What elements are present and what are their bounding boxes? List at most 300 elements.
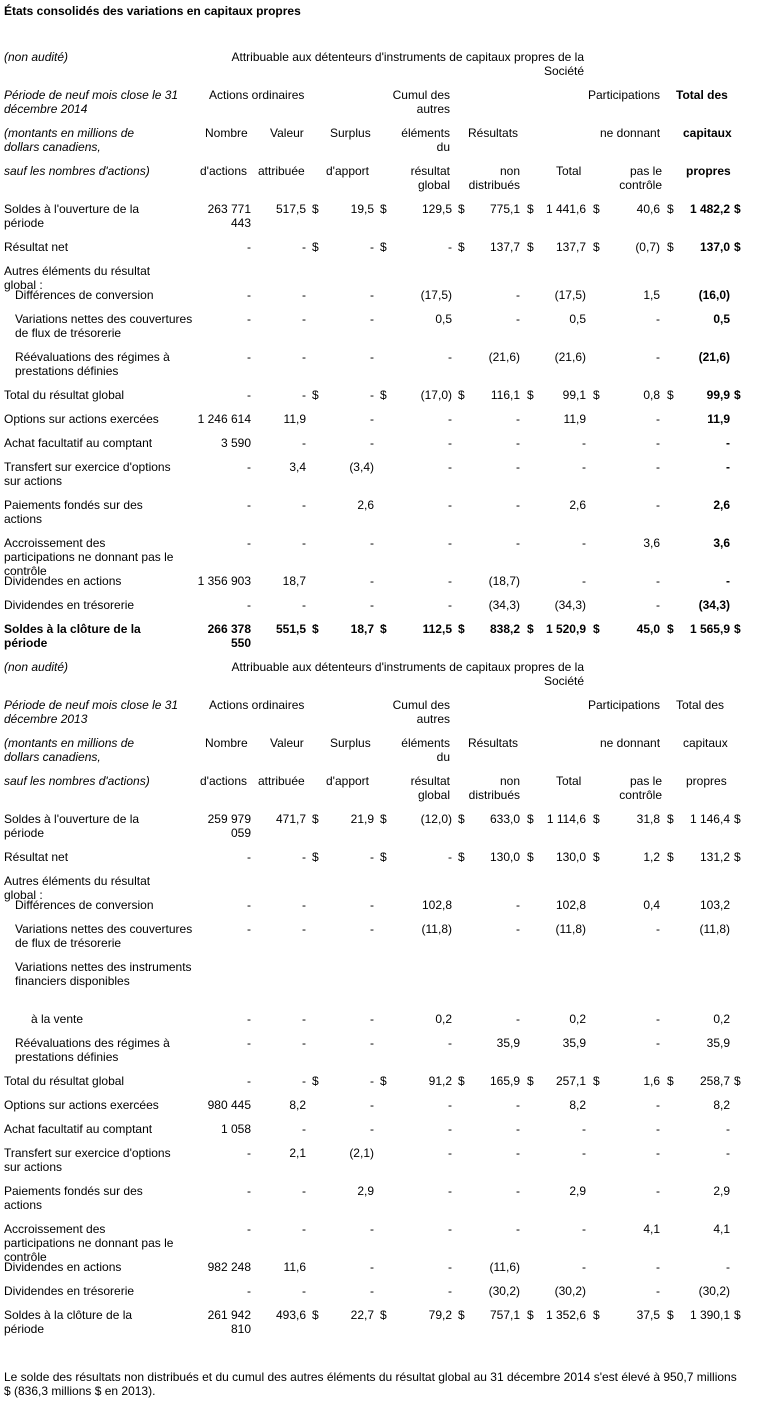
table-cell: 0,5 [569,312,586,326]
header-attribuee: attribuée [258,774,305,788]
table-cell: 1 441,6 [545,202,586,216]
table-cell: - [302,1222,306,1236]
table-cell: - [247,1074,251,1088]
table-cell: - [302,498,306,512]
table-cell: 1 565,9 [689,622,730,636]
table-cell: 1 482,2 [689,202,730,216]
page-title: États consolidés des variations en capitaux propres [4,4,301,18]
attributable-header: Attribuable aux détenteurs d'instruments de capitaux propres de la Société [231,50,584,78]
table-cell: (30,2) [698,1284,730,1298]
table-cell: - [370,1098,374,1112]
table-cell: - [656,1122,660,1136]
table-cell: - [656,1146,660,1160]
table-cell: - [370,288,374,302]
table-cell: - [370,850,374,864]
table-cell: 79,2 [428,1308,452,1322]
row-label: Réévaluations des régimes à prestations définies [15,350,170,378]
table-cell: 259 979 059 [207,812,251,840]
table-cell: - [370,1284,374,1298]
currency-symbol: $ [527,850,534,864]
table-cell: - [448,1260,452,1274]
table-cell: - [516,436,520,450]
table-cell: - [656,412,660,426]
table-cell: 19,5 [350,202,374,216]
currency-symbol: $ [458,202,465,216]
table-cell: - [726,1122,730,1136]
table-cell: - [656,312,660,326]
table-cell: - [370,1260,374,1274]
table-cell: 0,5 [713,312,730,326]
table-cell: - [370,240,374,254]
row-label: Transfert sur exercice d'options sur actions [4,1146,171,1174]
header-pas-le-controle: pas le contrôle [619,774,662,802]
currency-symbol: $ [734,388,741,402]
table-cell: (3,4) [349,460,374,474]
table-cell: 471,7 [275,812,306,826]
table-cell: 91,2 [428,1074,452,1088]
table-cell: - [656,498,660,512]
row-label: Total du résultat global [4,1074,125,1088]
table-cell: - [516,412,520,426]
table-cell: 1 246 614 [197,412,251,426]
table-cell: 0,8 [643,388,660,402]
header-propres: propres [686,164,731,178]
table-cell: - [582,1222,586,1236]
header-surplus: Surplus [330,126,371,140]
table-cell: - [370,922,374,936]
table-cell: - [370,1012,374,1026]
table-cell: - [656,1036,660,1050]
table-cell: 102,8 [421,898,452,912]
currency-symbol: $ [380,1308,387,1322]
table-cell: (18,7) [488,574,520,588]
currency-symbol: $ [667,240,674,254]
row-label: à la vente [31,1012,84,1026]
table-cell: - [247,536,251,550]
table-cell: - [656,1260,660,1274]
table-cell: - [726,1260,730,1274]
table-cell: (11,8) [421,922,452,936]
table-cell: 258,7 [699,1074,730,1088]
table-cell: - [582,436,586,450]
table-cell: - [726,574,730,588]
row-label: Différences de conversion [15,898,154,912]
header-surplus: Surplus [330,736,371,750]
table-cell: - [656,598,660,612]
currency-symbol: $ [312,240,319,254]
currency-symbol: $ [734,202,741,216]
table-cell: 1,6 [643,1074,660,1088]
table-cell: 8,2 [289,1098,306,1112]
table-cell: - [302,1122,306,1136]
table-cell: - [656,574,660,588]
currency-symbol: $ [312,622,319,636]
table-cell: 3 590 [220,436,251,450]
currency-symbol: $ [380,202,387,216]
table-cell: 257,1 [555,1074,586,1088]
table-cell: - [582,460,586,474]
currency-symbol: $ [734,1074,741,1088]
table-cell: - [656,1012,660,1026]
except-label: sauf les nombres d'actions) [4,774,150,788]
table-cell: - [656,1184,660,1198]
table-cell: 35,9 [706,1036,730,1050]
currency-symbol: $ [312,1074,319,1088]
table-cell: 130,0 [555,850,586,864]
table-cell: 1 356 903 [197,574,251,588]
table-cell: 493,6 [275,1308,306,1322]
row-label: Dividendes en actions [4,574,122,588]
table-cell: 0,5 [435,312,452,326]
table-cell: 131,2 [699,850,730,864]
row-label: Soldes à la clôture de la période [4,1308,133,1336]
currency-symbol: $ [527,240,534,254]
currency-symbol: $ [593,388,600,402]
header-valeur: Valeur [270,126,304,140]
table-cell: 112,5 [422,622,452,636]
table-cell: 21,9 [350,812,374,826]
table-cell: - [302,922,306,936]
header-actions-ordinaires: Actions ordinaires [209,88,305,102]
table-cell: - [302,240,306,254]
table-cell: - [302,1284,306,1298]
table-cell: - [370,1074,374,1088]
table-cell: - [247,388,251,402]
header-total: Total [556,774,582,788]
table-cell: - [448,460,452,474]
table-cell: 137,7 [489,240,520,254]
header-ne-donnant: ne donnant [600,126,661,140]
table-cell: - [448,1036,452,1050]
currency-symbol: $ [380,1074,387,1088]
table-cell: 1 352,6 [545,1308,586,1322]
table-cell: - [516,498,520,512]
table-cell: 4,1 [643,1222,660,1236]
table-cell: 517,5 [275,202,306,216]
currency-symbol: $ [667,388,674,402]
table-cell: 137,7 [555,240,586,254]
table-cell: - [247,498,251,512]
table-cell: (16,0) [698,288,730,302]
row-label: Dividendes en trésorerie [4,1284,135,1298]
table-cell: 116,1 [490,388,520,402]
header-dapport: d'apport [326,774,369,788]
table-cell: - [656,1098,660,1112]
table-cell: 99,9 [706,388,730,402]
table-cell: - [516,1184,520,1198]
currency-symbol: $ [458,850,465,864]
row-label: Options sur actions exercées [4,1098,159,1112]
currency-symbol: $ [667,850,674,864]
table-cell: 0,4 [643,898,660,912]
table-cell: (17,5) [554,288,586,302]
table-cell: 18,7 [282,574,306,588]
currency-symbol: $ [312,202,319,216]
table-cell: 4,1 [713,1222,730,1236]
row-label: Variations nettes des couvertures de flux de trésorerie [15,312,193,340]
table-cell: 3,6 [643,536,660,550]
table-cell: - [726,1146,730,1160]
table-cell: - [448,350,452,364]
header-propres: propres [686,774,727,788]
header-nombre: Nombre [205,736,248,750]
non-audited-label: (non audité) [4,50,69,64]
table-cell: - [302,1012,306,1026]
table-cell: (17,5) [420,288,452,302]
table-cell: - [582,1260,586,1274]
table-cell: - [247,1284,251,1298]
table-cell: 8,2 [713,1098,730,1112]
currency-symbol: $ [380,388,387,402]
table-cell: 757,1 [489,1308,520,1322]
currency-symbol: $ [667,1074,674,1088]
period-label: Période de neuf mois close le 31 décembre 2014 [4,88,179,116]
table-cell: (30,2) [554,1284,586,1298]
table-cell: 165,9 [489,1074,520,1088]
table-cell: 2,6 [569,498,586,512]
table-cell: (12,0) [420,812,452,826]
row-label: Autres éléments du résultat global : [4,874,151,902]
table-cell: (21,6) [698,350,730,364]
currency-symbol: $ [527,812,534,826]
table-cell: - [448,574,452,588]
row-label: Achat facultatif au comptant [4,436,153,450]
non-audited-label: (non audité) [4,660,69,674]
row-label: Variations nettes des couvertures de flux de trésorerie [15,922,193,950]
table-cell: - [247,240,251,254]
table-cell: 22,7 [350,1308,374,1322]
table-cell: (11,8) [555,922,586,936]
currency-symbol: $ [458,240,465,254]
table-cell: - [582,536,586,550]
header-nombre: Nombre [205,126,248,140]
currency-symbol: $ [593,202,600,216]
currency-symbol: $ [527,388,534,402]
table-cell: - [516,288,520,302]
table-cell: - [247,288,251,302]
period-label: Période de neuf mois close le 31 décembre 2013 [4,698,179,726]
table-cell: 3,6 [713,536,730,550]
table-cell: 35,9 [496,1036,520,1050]
table-cell: 266 378 550 [207,622,251,650]
table-cell: - [247,898,251,912]
attributable-header: Attribuable aux détenteurs d'instruments de capitaux propres de la Société [231,660,584,688]
table-cell: - [516,312,520,326]
table-cell: - [302,898,306,912]
table-cell: 3,4 [289,460,306,474]
table-cell: 0,2 [713,1012,730,1026]
currency-symbol: $ [458,1074,465,1088]
currency-symbol: $ [527,1308,534,1322]
table-cell: - [302,536,306,550]
currency-symbol: $ [527,202,534,216]
table-cell: 2,6 [357,498,374,512]
table-cell: 2,1 [289,1146,306,1160]
table-cell: 633,0 [489,812,520,826]
row-label: Variations nettes des instruments financiers disponibles [15,960,192,988]
currency-symbol: $ [734,812,741,826]
header-non-distribues: non distribués [468,774,520,802]
amounts-label: (montants en millions de dollars canadiens, [4,126,135,154]
table-cell: (21,6) [488,350,520,364]
table-cell: 1 146,4 [689,812,730,826]
header-resultats: Résultats [468,126,519,140]
currency-symbol: $ [458,388,465,402]
table-cell: 261 942 810 [207,1308,251,1336]
table-cell: (30,2) [488,1284,520,1298]
row-label: Accroissement des participations ne donnant pas le contrôle [4,536,174,578]
table-cell: - [302,1184,306,1198]
row-label: Soldes à l'ouverture de la période [4,812,140,840]
currency-symbol: $ [667,812,674,826]
amounts-label: (montants en millions de dollars canadiens, [4,736,135,764]
header-capitaux: capitaux [683,736,728,750]
table-cell: (34,3) [698,598,730,612]
table-cell: 31,8 [636,812,660,826]
table-cell: 11,9 [707,412,730,426]
header-participations: Participations [588,698,661,712]
table-cell: 1 520,9 [545,622,586,636]
table-cell: - [302,598,306,612]
currency-symbol: $ [593,622,600,636]
table-cell: - [448,240,452,254]
table-cell: 2,6 [713,498,730,512]
table-cell: - [370,1122,374,1136]
table-cell: - [247,1146,251,1160]
table-cell: - [448,1146,452,1160]
table-cell: - [516,1146,520,1160]
table-cell: 11,6 [283,1260,306,1274]
table-cell: - [656,1284,660,1298]
table-cell: - [247,460,251,474]
header-resultat-global: résultat global [410,164,450,192]
table-cell: - [516,536,520,550]
table-cell: 980 445 [207,1098,251,1112]
currency-symbol: $ [312,812,319,826]
header-dactions: d'actions [200,164,247,178]
table-cell: 129,5 [421,202,452,216]
table-cell: 551,5 [275,622,306,636]
table-cell: 2,9 [713,1184,730,1198]
table-cell: 1 114,6 [546,812,586,826]
header-total-des: Total des [676,88,728,102]
table-cell: (0,7) [635,240,660,254]
table-cell: 0,2 [569,1012,586,1026]
table-cell: - [302,388,306,402]
row-label: Dividendes en trésorerie [4,598,135,612]
table-cell: - [448,850,452,864]
table-cell: - [656,350,660,364]
header-resultats: Résultats [468,736,519,750]
table-cell: - [370,1036,374,1050]
row-label: Soldes à la clôture de la période [4,622,141,650]
header-attribuee: attribuée [258,164,305,178]
table-cell: - [302,350,306,364]
header-total-des: Total des [676,698,725,712]
row-label: Soldes à l'ouverture de la période [4,202,140,230]
header-elements: éléments du [401,736,450,764]
currency-symbol: $ [380,850,387,864]
header-dapport: d'apport [326,164,369,178]
table-cell: 11,9 [283,412,306,426]
footnote: Le solde des résultats non distribués et du cumul des autres éléments du résultat global au 31 décembre 2014 s'est élevé à 950,7 millions $ (836,3 millions $ en 2013). [4,1370,737,1398]
table-cell: - [656,922,660,936]
table-cell: - [448,498,452,512]
header-pas-le-controle: pas le contrôle [619,164,662,192]
table-cell: - [448,598,452,612]
except-label: sauf les nombres d'actions) [4,164,150,178]
table-cell: - [726,436,730,450]
table-cell: - [302,1074,306,1088]
table-cell: 775,1 [489,202,520,216]
currency-symbol: $ [593,240,600,254]
currency-symbol: $ [734,240,741,254]
header-resultat-global: résultat global [410,774,450,802]
table-cell: - [247,1184,251,1198]
table-cell: 1,2 [643,850,660,864]
table-cell: 2,9 [569,1184,586,1198]
row-label: Résultat net [4,240,69,254]
table-cell: - [370,312,374,326]
row-label: Total du résultat global [4,388,125,402]
table-cell: - [726,460,730,474]
header-cumul: Cumul des autres [392,698,450,726]
table-cell: - [370,412,374,426]
table-cell: 40,6 [636,202,660,216]
table-cell: - [302,288,306,302]
table-cell: - [516,1222,520,1236]
table-cell: (21,6) [554,350,586,364]
table-cell: - [302,850,306,864]
currency-symbol: $ [458,812,465,826]
table-cell: (11,8) [699,922,730,936]
table-cell: 1 058 [220,1122,251,1136]
currency-symbol: $ [380,240,387,254]
row-label: Différences de conversion [15,288,154,302]
currency-symbol: $ [312,388,319,402]
table-cell: - [247,350,251,364]
currency-symbol: $ [527,1074,534,1088]
table-cell: 37,5 [636,1308,660,1322]
table-cell: - [370,898,374,912]
table-cell: 99,1 [562,388,586,402]
header-actions-ordinaires: Actions ordinaires [209,698,305,712]
table-cell: - [370,1222,374,1236]
table-cell: (34,3) [554,598,586,612]
row-label: Paiements fondés sur des actions [4,1184,143,1212]
table-cell: 11,9 [563,412,586,426]
table-cell: 45,0 [636,622,660,636]
table-cell: - [448,1098,452,1112]
table-cell: 18,7 [350,622,374,636]
table-cell: - [247,1012,251,1026]
table-cell: - [516,1122,520,1136]
currency-symbol: $ [667,202,674,216]
table-cell: 103,2 [699,898,730,912]
table-cell: - [370,536,374,550]
row-label: Achat facultatif au comptant [4,1122,153,1136]
row-label: Autres éléments du résultat global : [4,264,151,292]
table-cell: - [247,312,251,326]
table-cell: - [448,412,452,426]
table-cell: 35,9 [562,1036,586,1050]
row-label: Résultat net [4,850,69,864]
currency-symbol: $ [593,1308,600,1322]
table-cell: 0,2 [435,1012,452,1026]
table-cell: (17,0) [420,388,452,402]
row-label: Réévaluations des régimes à prestations définies [15,1036,170,1064]
table-cell: - [247,850,251,864]
